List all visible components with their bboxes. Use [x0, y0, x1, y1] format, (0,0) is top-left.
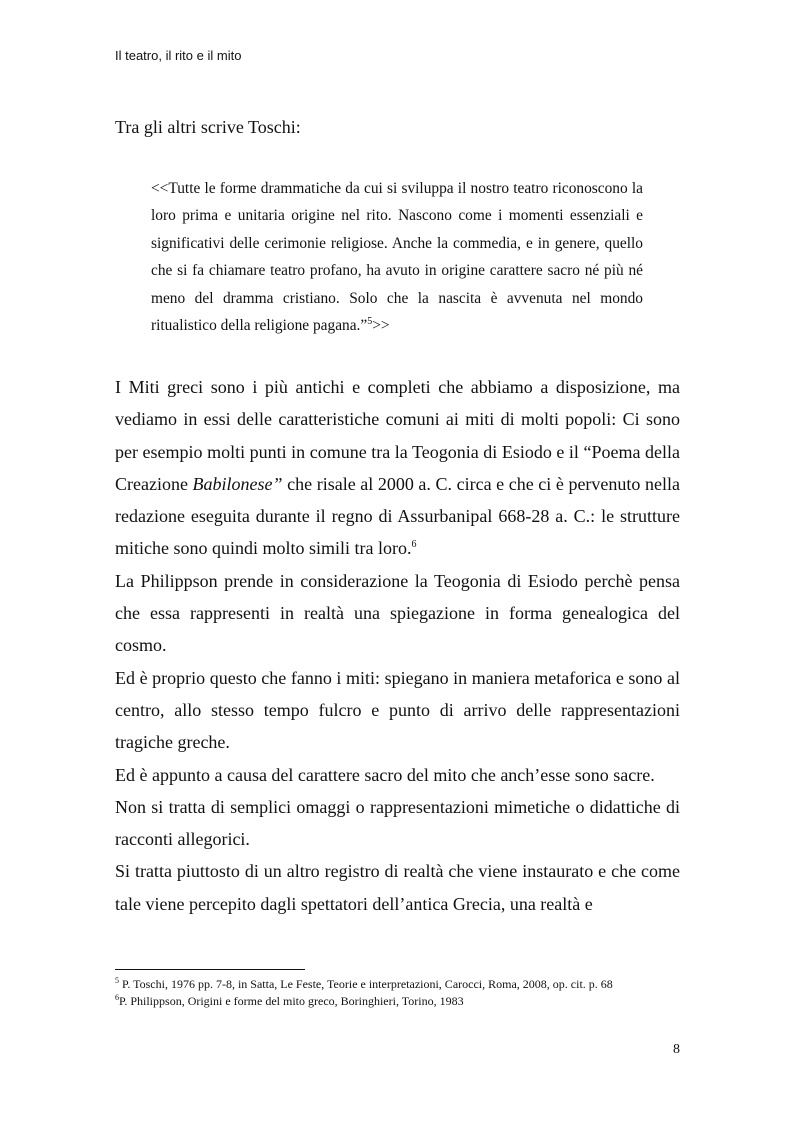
paragraph-6: Si tratta piuttosto di un altro registro di realtà che viene instaurato e che come tale viene percepito dagli spettatori dell’antica Grecia, una realtà e: [115, 861, 680, 914]
paragraph-3: Ed è proprio questo che fanno i miti: spiegano in maniera metaforica e sono al centro, allo stesso tempo fulcro e punto di arrivo delle rappresentazioni tragiche greche.: [115, 667, 680, 753]
footnote-text-5: P. Toschi, 1976 pp. 7-8, in Satta, Le Feste, Teorie e interpretazioni, Carocci, Roma, 2008, op. cit. p. 68: [119, 977, 613, 991]
footnote-ref-5: 5: [367, 315, 373, 327]
footnote-text-6: P. Philippson, Origini e forme del mito greco, Boringhieri, Torino, 1983: [119, 994, 464, 1008]
paragraph-1-italic: Babilonese”: [192, 473, 283, 494]
footnote-5: [115, 976, 695, 993]
running-header: Il teatro, il rito e il mito: [115, 48, 242, 63]
quote-text: <<Tutte le forme drammatiche da cui si sviluppa il nostro teatro riconoscono la loro prima e unitaria origine nel rito. Nascono come i momenti essenziali e significativi delle cerimonie religiose. Anche la commedia, e in genere, quello che si fa chiamare teatro profano, ha avuto in origine carattere sacro né più né meno del dramma cristiano. Solo che la nascita è avvenuta nel mondo ritualistico della religione pagana.”: [151, 180, 643, 335]
paragraph-5: Non si tratta di semplici omaggi o rappresentazioni mimetiche o didattiche di racconti allegorici.: [115, 796, 680, 850]
block-quote: [151, 175, 643, 339]
paragraph-1-part-a: I Miti greci sono i più antichi e completi che abbiamo a disposizione, ma vediamo in essi delle caratteristiche comuni ai miti di molti popoli: Ci sono per esempio molti punti in comune tra la Teogonia di Esiodo e il “Poema della Creazione: [115, 377, 680, 494]
footnote-ref-6: 6: [411, 539, 417, 551]
paragraph-1: [115, 371, 680, 565]
body-text: [115, 371, 680, 920]
footnote-separator: [115, 969, 305, 970]
paragraph-4: Ed è appunto a causa del carattere sacro del mito che anch’esse sono sacre.: [115, 764, 655, 785]
quote-closing: >>: [372, 317, 390, 335]
footnotes: [115, 976, 695, 1010]
footnote-mark-5: 5: [115, 976, 119, 985]
footnote-6: [115, 993, 695, 1010]
paragraph-2: La Philippson prende in considerazione la Teogonia di Esiodo perchè pensa che essa rappresenti in realtà una spiegazione in forma genealogica del cosmo.: [115, 570, 680, 656]
footnote-mark-6: 6: [115, 993, 119, 1002]
paragraph-1-part-b: che risale al 2000 a. C. circa e che ci è pervenuto nella redazione eseguita durante il regno di Assurbanipal 668-28 a. C.: le strutture mitiche sono quindi molto simili tra loro.: [115, 473, 680, 559]
page-number: 8: [673, 1042, 680, 1057]
intro-line: Tra gli altri scrive Toschi:: [115, 117, 301, 137]
